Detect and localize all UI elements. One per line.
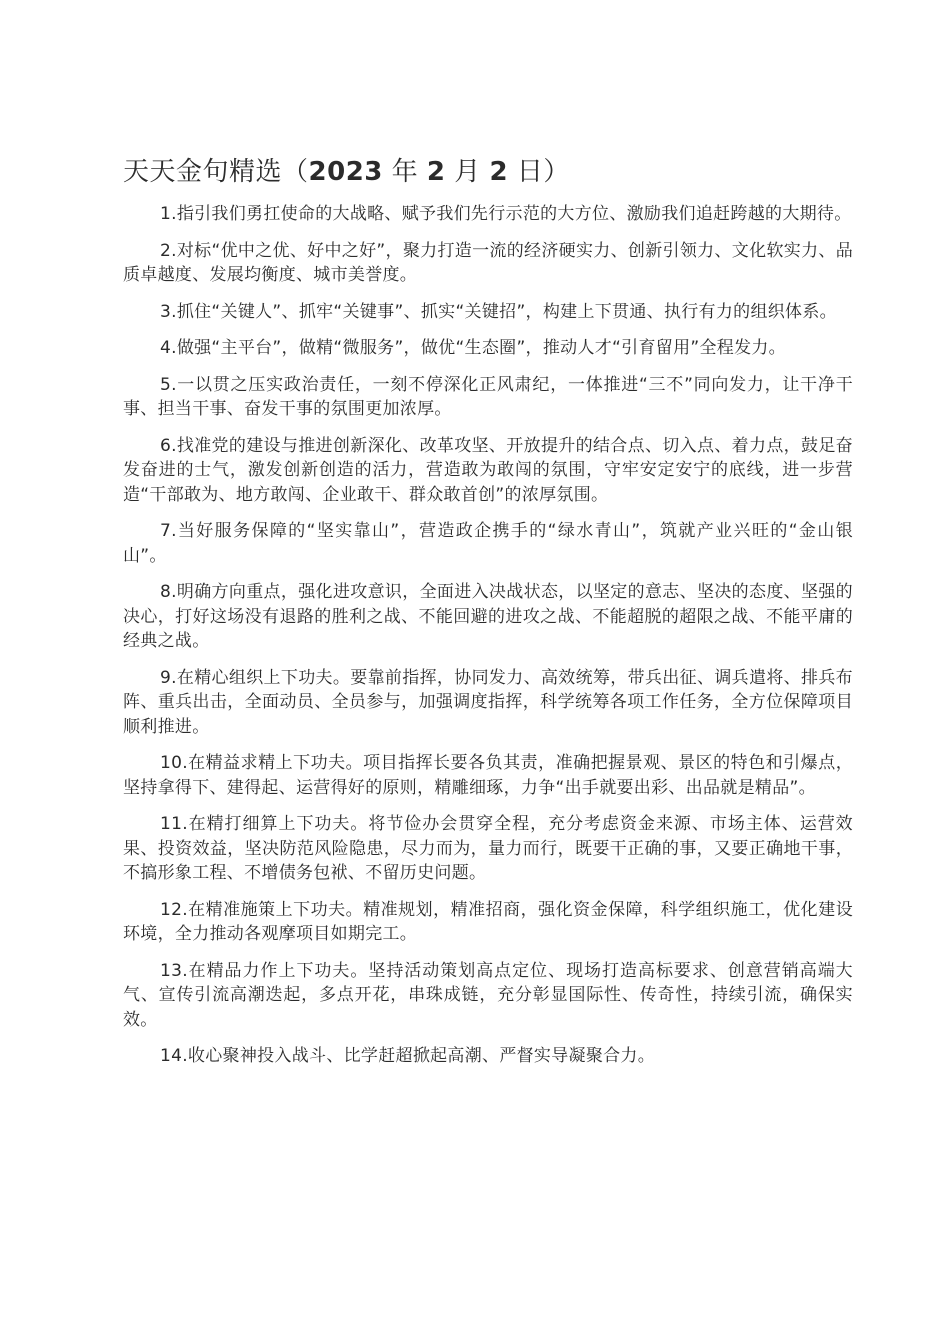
paragraph-7: 7.当好服务保障的“坚实靠山”，营造政企携手的“绿水青山”，筑就产业兴旺的“金山银山”。 — [123, 521, 853, 566]
title-prefix: 天天金句精选（ — [123, 157, 309, 187]
paragraph-10: 10.在精益求精上下功夫。项目指挥长要各负其责，准确把握景观、景区的特色和引爆点，坚持拿得下、建得起、运营得好的原则，精雕细琢，力争“出手就要出彩、出品就是精品”。 — [123, 753, 853, 798]
paragraph-4: 4.做强“主平台”，做精“微服务”，做优“生态圈”，推动人才“引育留用”全程发力。 — [160, 338, 786, 358]
title-year: 2023 — [308, 157, 383, 187]
paragraph-6: 6.找准党的建设与推进创新深化、改革攻坚、开放提升的结合点、切入点、着力点，鼓足奋发奋进的士气，激发创新创造的活力，营造敢为敢闯的氛围，守牢安定安宁的底线，进一步营造“干部敢为、地方敢闯、企业敢干、群众敢首创”的浓厚氛围。 — [123, 435, 853, 505]
title-month-unit: 月 — [445, 157, 490, 187]
paragraph-13: 13.在精品力作上下功夫。坚持活动策划高点定位、现场打造高标要求、创意营销高端大气、宣传引流高潮迭起，多点开花，串珠成链，充分彰显国际性、传奇性，持续引流，确保实效。 — [123, 960, 853, 1030]
title-year-unit: 年 — [382, 157, 427, 187]
document-title — [123, 152, 853, 192]
paragraph-1: 1.指引我们勇扛使命的大战略、赋予我们先行示范的大方位、激励我们追赶跨越的大期待。 — [160, 204, 852, 224]
document-page — [123, 152, 853, 1081]
paragraph-12: 12.在精准施策上下功夫。精准规划，精准招商，强化资金保障，科学组织施工，优化建设环境，全力推动各观摩项目如期完工。 — [123, 899, 853, 944]
paragraph-5: 5.一以贯之压实政治责任，一刻不停深化正风肃纪，一体推进“三不”同向发力，让干净干事、担当干事、奋发干事的氛围更加浓厚。 — [123, 374, 853, 419]
paragraph-8: 8.明确方向重点，强化进攻意识，全面进入决战状态，以坚定的意志、坚决的态度、坚强的决心，打好这场没有退路的胜利之战、不能回避的进攻之战、不能超脱的超限之战、不能平庸的经典之战。 — [123, 582, 853, 651]
paragraph-2: 2.对标“优中之优、好中之好”，聚力打造一流的经济硬实力、创新引领力、文化软实力、品质卓越度、发展均衡度、城市美誉度。 — [123, 240, 853, 285]
title-suffix: 日） — [508, 157, 570, 187]
title-day: 2 — [489, 157, 509, 187]
paragraph-3: 3.抓住“关键人”、抓牢“关键事”、抓实“关键招”，构建上下贯通、执行有力的组织体系。 — [160, 301, 837, 322]
paragraph-9: 9.在精心组织上下功夫。要靠前指挥，协同发力、高效统筹，带兵出征、调兵遣将、排兵布阵、重兵出击，全面动员、全员参与，加强调度指挥，科学统筹各项工作任务，全方位保障项目顺利推进。 — [123, 667, 853, 737]
title-month: 2 — [426, 157, 446, 187]
paragraph-11: 11.在精打细算上下功夫。将节俭办会贯穿全程，充分考虑资金来源、市场主体、运营效果、投资效益，坚决防范风险隐患，尽力而为，量力而行，既要干正确的事，又要正确地干事，不搞形象工程、不增债务包袱、不留历史问题。 — [123, 814, 853, 883]
paragraph-14: 14.收心聚神投入战斗、比学赶超掀起高潮、严督实导凝聚合力。 — [160, 1046, 656, 1066]
